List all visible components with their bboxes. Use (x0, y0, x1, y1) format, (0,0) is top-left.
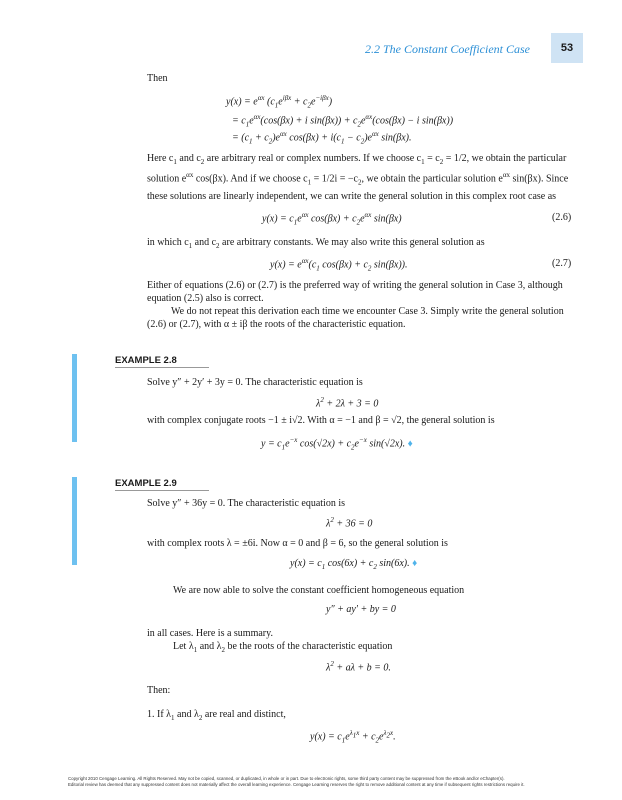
copyright-notice: Copyright 2010 Cengage Learning. All Rights Reserved. May not be copied, scanned, or duplicated, in whole or in part. Due to electronic rights, some third party content may be suppressed from the eBook and/or eChapter(s). (68, 776, 505, 781)
running-header: 2.2 The Constant Coefficient Case (365, 42, 530, 56)
example-text: with complex roots λ = ±6i. Now α = 0 and β = 6, so the general solution is (147, 538, 448, 549)
paragraph-case-3-note: We do not repeat this derivation each time we encounter Case 3. Simply write the general solution (2.6) or (2.7), with α ± iβ the roots of the characteristic equation. (147, 306, 564, 331)
paragraph-preferred-form: Either of equations (2.6) or (2.7) is the preferred way of writing the general solution in Case 3, although equation (2.5) also is correct. (147, 280, 563, 305)
end-of-example-icon: ♦ (412, 558, 418, 569)
heading-rule (115, 367, 209, 368)
characteristic-equation: $\lambda^2 + 36 = 0$ (326, 516, 373, 530)
example-text: Solve y″ + 36y = 0. The characteristic equation is (147, 498, 345, 509)
equation-number-2-7: (2.7) (552, 258, 572, 269)
equation-2-7: $y(x) = e^{\alpha x}(c_1$ $\cos(\beta x) + c_2$ sin(βx)). (270, 257, 408, 273)
equation-line-3: = $(c_1 + c_2)e^{\alpha x}$ $\cos(\beta x) + i(c_1 - c_2)e^{\alpha x}$ sin(βx). (232, 130, 412, 146)
equation-2-6: $y(x) = c_1e^{\alpha x}$ $\cos(\beta x) + c_2e^{\alpha x}$ sin(βx) (262, 211, 402, 227)
equation-line-2: = $c_1e^{\alpha x}(\cos(\beta x) + i$ $\sin(\beta x)) + c_2e^{\alpha x}(\cos(\beta x) - i$ sin(βx)) (232, 113, 454, 129)
then-label: Then: (147, 685, 171, 696)
case-1-item: 1. If $\lambda_1$ and $\lambda_2$ are real and distinct, (147, 709, 286, 722)
copyright-notice: Editorial review has deemed that any suppressed content does not materially affect the overall learning experience. Cengage Learning reserves the right to remove additional content at any time if subsequent rights restrictions require it. (68, 782, 525, 787)
homogeneous-equation: y″ + ay′ + by = 0 (326, 604, 396, 615)
paragraph-summary-intro: We are now able to solve the constant coefficient homogeneous equation (173, 585, 465, 596)
paragraph-arbitrary-constants: in which $c_1$ and $c_2$ are arbitrary constants. We may also write this general solution as (147, 237, 485, 250)
page-number: 53 (551, 33, 583, 63)
characteristic-equation: $\lambda^2 + 2\lambda + 3 = 0$ (316, 396, 379, 410)
paragraph-summary: in all cases. Here is a summary. (147, 628, 273, 639)
example-accent-bar (72, 477, 77, 565)
example-text: Solve y″ + 2y′ + 3y = 0. The characteristic equation is (147, 377, 363, 388)
end-of-example-icon: ♦ (407, 438, 413, 450)
equation-number-2-6: (2.6) (552, 212, 572, 223)
then-label: Then (147, 73, 168, 84)
paragraph-particular-solutions: Here $c_1$ and $c_2$ are arbitrary real or complex numbers. If we choose $c_1 = c_2 = 1/2$, we obtain the particular solution $e^{\alpha x}$ cos(βx). And if we choose $c_1 = 1/2i = -c_2$, we obtain the particular solution $e^{\alpha x}$ sin(βx). Since these solutions are linearly independent, we can write the general solution in this complex root case as (147, 153, 569, 202)
example-heading: EXAMPLE 2.9 (115, 478, 177, 489)
general-solution: $y(x) = c_1$ $\cos(6x) + c_2$ sin(6x). ♦ (290, 558, 418, 571)
paragraph-roots: Let $\lambda_1$ and $\lambda_2$ be the roots of the characteristic equation (173, 641, 393, 654)
example-accent-bar (72, 354, 77, 442)
heading-rule (115, 490, 209, 491)
example-text: with complex conjugate roots −1 ± i√2. With α = −1 and β = √2, the general solution is (147, 415, 495, 426)
example-heading: EXAMPLE 2.8 (115, 355, 177, 366)
equation-line-1: $y(x) = e^{\alpha x}$ $(c_1e^{i\beta x} + c_2e^{-i\beta x})$ (226, 94, 333, 110)
case-1-solution: $y(x) = c_1e^{\lambda_1x} + c_2e^{\lambda_2x}$. (310, 729, 396, 745)
general-solution: $y = c_1e^{-x}$ $\cos(√2x) + c_2e^{-x}$ sin(√2x). ♦ (261, 436, 413, 452)
characteristic-equation-general: $\lambda^2 + a\lambda + b = 0$. (326, 660, 391, 674)
